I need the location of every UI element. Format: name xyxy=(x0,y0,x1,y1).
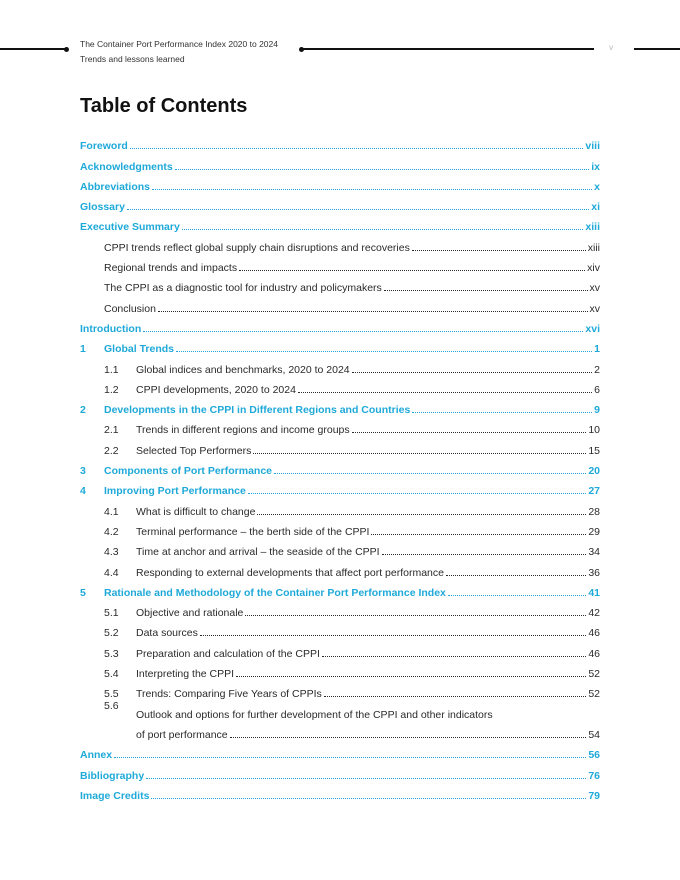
toc-dot-leader xyxy=(146,778,586,779)
toc-entry-page: 56 xyxy=(588,749,600,762)
toc-entry-page: 54 xyxy=(588,728,600,741)
toc-entry-title: Terminal performance – the berth side of the CPPI xyxy=(136,525,370,538)
toc-dot-leader xyxy=(176,351,592,352)
toc-entry-page: 76 xyxy=(588,769,600,782)
toc-entry-page: 36 xyxy=(588,566,600,579)
toc-dot-leader xyxy=(236,676,586,677)
toc-entry-page: 20 xyxy=(588,465,600,478)
toc-entry-page: xiii xyxy=(587,241,600,254)
toc-entry-title: Outlook and options for further development of the CPPI and other indicators xyxy=(136,708,493,721)
toc-heading: Table of Contents xyxy=(80,95,248,117)
toc-entry-page: 46 xyxy=(588,627,600,640)
toc-entry[interactable] xyxy=(80,274,600,294)
toc-dot-leader xyxy=(274,473,586,474)
toc-entry-page: 15 xyxy=(588,444,600,457)
toc-entry[interactable] xyxy=(80,355,600,375)
toc-dot-leader xyxy=(382,554,587,555)
toc-entry-page: 2 xyxy=(594,363,600,376)
toc-entry-number: 4.2 xyxy=(104,525,119,538)
toc-entry[interactable] xyxy=(80,761,600,781)
toc-dot-leader xyxy=(384,290,588,291)
toc-entry-page: xi xyxy=(591,201,600,214)
toc-dot-leader xyxy=(151,798,586,799)
toc-dot-leader xyxy=(152,189,592,190)
toc-entry[interactable] xyxy=(80,152,600,172)
toc-entry-number: 4.1 xyxy=(104,505,119,518)
toc-entry-title-continued: of port performance xyxy=(136,728,228,741)
toc-entry[interactable] xyxy=(80,558,600,578)
toc-entry-title: Objective and rationale xyxy=(136,607,244,620)
toc-entry[interactable] xyxy=(80,599,600,619)
toc-dot-leader xyxy=(239,270,585,271)
toc-entry-number: 5.5 xyxy=(104,688,119,701)
toc-entry-page: xvi xyxy=(585,322,600,335)
toc-entry[interactable] xyxy=(80,477,600,497)
toc-entry-page: x xyxy=(594,180,600,193)
toc-entry-title: CPPI trends reflect global supply chain disruptions and recoveries xyxy=(104,241,410,254)
toc-entry-title: Glossary xyxy=(80,201,125,214)
toc-entry-number: 5.2 xyxy=(104,627,119,640)
toc-dot-leader xyxy=(130,148,584,149)
toc-entry[interactable] xyxy=(80,700,600,741)
toc-entry-title: Bibliography xyxy=(80,769,145,782)
toc-dot-leader xyxy=(448,595,586,596)
toc-entry-title: Conclusion xyxy=(104,302,156,315)
header-rule-left xyxy=(0,48,66,50)
toc-entry-number: 1.2 xyxy=(104,383,119,396)
toc-entry-page: 34 xyxy=(588,546,600,559)
toc-entry-page: 27 xyxy=(588,485,600,498)
header-rule-dot-left xyxy=(64,47,69,52)
toc-entry[interactable] xyxy=(80,193,600,213)
toc-entry-number: 2.1 xyxy=(104,424,119,437)
toc-entry-title: Acknowledgments xyxy=(80,160,173,173)
toc-entry-page: 10 xyxy=(588,424,600,437)
toc-entry-number: 4.3 xyxy=(104,546,119,559)
toc-entry-title: Improving Port Performance xyxy=(104,485,246,498)
toc-entry-page: 52 xyxy=(588,668,600,681)
toc-entry-page: xiv xyxy=(587,262,600,275)
toc-entry-title: CPPI developments, 2020 to 2024 xyxy=(136,383,296,396)
toc-entry[interactable] xyxy=(80,436,600,456)
toc-entry-title: Interpreting the CPPI xyxy=(136,668,235,681)
toc-entry-title: Responding to external developments that affect port performance xyxy=(136,566,444,579)
toc-entry-page: 52 xyxy=(588,688,600,701)
toc-entry[interactable] xyxy=(80,639,600,659)
toc-dot-leader xyxy=(230,737,587,738)
toc-entry-title: Developments in the CPPI in Different Regions and Countries xyxy=(104,404,411,417)
toc-dot-leader xyxy=(257,514,586,515)
toc-entry-title: Trends: Comparing Five Years of CPPIs xyxy=(136,688,322,701)
toc-entry[interactable] xyxy=(80,376,600,396)
running-header xyxy=(80,37,278,67)
toc-entry[interactable] xyxy=(80,132,600,152)
toc-dot-leader xyxy=(352,432,587,433)
toc-entry-title: Regional trends and impacts xyxy=(104,262,238,275)
toc-entry-page: 41 xyxy=(588,586,600,599)
table-of-contents xyxy=(80,132,600,802)
toc-entry-number: 4.4 xyxy=(104,566,119,579)
toc-entry-title: Preparation and calculation of the CPPI xyxy=(136,647,320,660)
toc-entry-page: xiii xyxy=(585,221,600,234)
toc-entry-title: Global indices and benchmarks, 2020 to 2024 xyxy=(136,363,350,376)
toc-entry-title: Trends in different regions and income groups xyxy=(136,424,350,437)
toc-entry-page: viii xyxy=(585,140,600,153)
header-rule-middle xyxy=(301,48,594,50)
toc-entry[interactable] xyxy=(80,315,600,335)
toc-entry-page: xv xyxy=(589,302,600,315)
toc-dot-leader xyxy=(200,635,586,636)
toc-entry[interactable] xyxy=(80,294,600,314)
toc-entry-number: 5.3 xyxy=(104,647,119,660)
toc-entry-page: 46 xyxy=(588,647,600,660)
toc-entry-number: 4 xyxy=(80,485,86,498)
toc-entry-page: 6 xyxy=(594,383,600,396)
toc-entry-page: 1 xyxy=(594,343,600,356)
header-subtitle: Trends and lessons learned xyxy=(80,54,185,64)
toc-dot-leader xyxy=(158,311,588,312)
toc-entry-number: 5.4 xyxy=(104,668,119,681)
toc-entry[interactable] xyxy=(80,173,600,193)
toc-entry-page: 79 xyxy=(588,789,600,802)
toc-dot-leader xyxy=(371,534,586,535)
toc-entry-number: 1.1 xyxy=(104,363,119,376)
header-rule-right xyxy=(634,48,680,50)
toc-entry[interactable] xyxy=(80,538,600,558)
toc-dot-leader xyxy=(182,229,584,230)
toc-entry[interactable] xyxy=(80,335,600,355)
toc-entry[interactable] xyxy=(80,457,600,477)
toc-dot-leader xyxy=(248,493,587,494)
toc-entry[interactable] xyxy=(80,741,600,761)
toc-dot-leader xyxy=(412,250,586,251)
toc-entry-title: Rationale and Methodology of the Container Port Performance Index xyxy=(104,586,446,599)
toc-dot-leader xyxy=(352,372,593,373)
toc-entry-title: Image Credits xyxy=(80,789,150,802)
toc-entry-title: What is difficult to change xyxy=(136,505,256,518)
toc-entry-title: Abbreviations xyxy=(80,180,151,193)
header-title: The Container Port Performance Index 2020 to 2024 xyxy=(80,39,278,49)
toc-entry-page: 42 xyxy=(588,607,600,620)
toc-entry-number: 2 xyxy=(80,404,86,417)
toc-entry-page: 29 xyxy=(588,525,600,538)
toc-entry-title: Introduction xyxy=(80,322,142,335)
page-number: v xyxy=(609,42,614,52)
toc-entry-title: Global Trends xyxy=(104,343,175,356)
toc-entry-page: 28 xyxy=(588,505,600,518)
toc-dot-leader xyxy=(322,656,586,657)
toc-entry-page: 9 xyxy=(594,404,600,417)
toc-entry-number: 2.2 xyxy=(104,444,119,457)
toc-entry[interactable] xyxy=(80,396,600,416)
toc-entry[interactable] xyxy=(80,497,600,517)
toc-entry-title: Selected Top Performers xyxy=(136,444,252,457)
toc-entry[interactable] xyxy=(80,680,600,700)
toc-dot-leader xyxy=(127,209,589,210)
toc-entry-title: Foreword xyxy=(80,140,128,153)
toc-entry-title: Data sources xyxy=(136,627,198,640)
toc-dot-leader xyxy=(175,169,589,170)
toc-entry-number: 5 xyxy=(80,586,86,599)
toc-entry-page: ix xyxy=(591,160,600,173)
toc-entry-title: Executive Summary xyxy=(80,221,180,234)
toc-entry[interactable] xyxy=(80,254,600,274)
toc-dot-leader xyxy=(143,331,583,332)
toc-entry-number: 1 xyxy=(80,343,86,356)
toc-dot-leader xyxy=(324,696,587,697)
toc-entry-title: Components of Port Performance xyxy=(104,465,273,478)
toc-entry-number: 5.6 xyxy=(104,700,119,713)
toc-entry[interactable] xyxy=(80,579,600,599)
toc-dot-leader xyxy=(245,615,586,616)
toc-dot-leader xyxy=(114,757,586,758)
toc-entry-title: Annex xyxy=(80,749,113,762)
toc-entry[interactable] xyxy=(80,416,600,436)
toc-entry-title: Time at anchor and arrival – the seaside of the CPPI xyxy=(136,546,380,559)
toc-entry[interactable] xyxy=(80,518,600,538)
toc-entry-page: xv xyxy=(589,282,600,295)
toc-dot-leader xyxy=(298,392,592,393)
toc-entry[interactable] xyxy=(80,619,600,639)
toc-entry[interactable] xyxy=(80,660,600,680)
toc-entry-number: 5.1 xyxy=(104,607,119,620)
toc-entry-title: The CPPI as a diagnostic tool for industry and policymakers xyxy=(104,282,382,295)
toc-entry[interactable] xyxy=(80,213,600,233)
toc-entry[interactable] xyxy=(80,782,600,802)
toc-dot-leader xyxy=(446,575,586,576)
header-rule-dot-middle xyxy=(299,47,304,52)
toc-entry[interactable] xyxy=(80,233,600,253)
toc-dot-leader xyxy=(253,453,586,454)
toc-dot-leader xyxy=(412,412,592,413)
toc-entry-number: 3 xyxy=(80,465,86,478)
